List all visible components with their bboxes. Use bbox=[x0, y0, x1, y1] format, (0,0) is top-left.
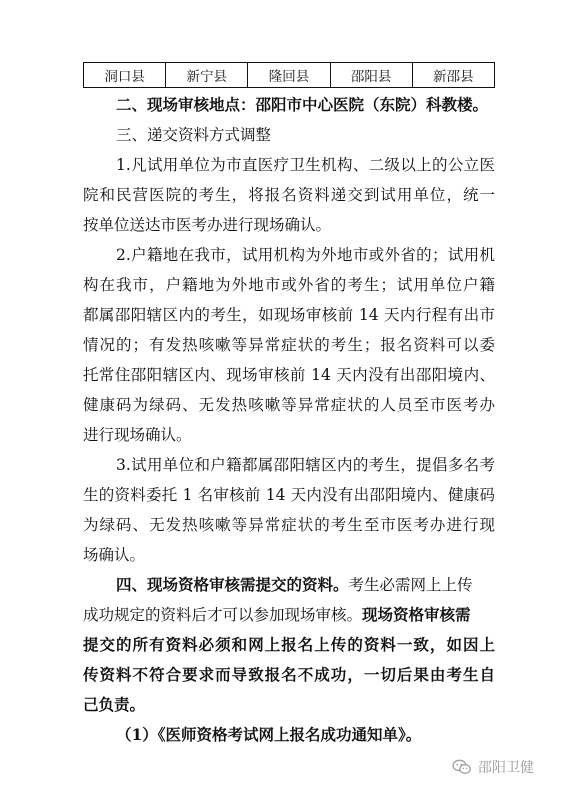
watermark bbox=[452, 757, 534, 777]
section-2-heading bbox=[116, 90, 495, 120]
section-4-line-2 bbox=[83, 600, 495, 630]
paragraph-line: 构在我市，户籍地为外地市或外省的考生；试用单位户籍 bbox=[83, 276, 495, 294]
section-3-heading: 三、递交资料方式调整 bbox=[116, 126, 272, 144]
table-cell: 新宁县 bbox=[166, 63, 248, 88]
paragraph-line: 场确认。 bbox=[83, 546, 146, 564]
paragraph-line: 1.凡试用单位为市直医疗卫生机构、二级以上的公立医 bbox=[116, 156, 495, 174]
list-item: （1）《医师资格考试网上报名成功通知单》。 bbox=[116, 725, 422, 744]
paragraph-line: 2.户籍地在我市，试用机构为外地市或外省的；试用机 bbox=[116, 246, 495, 264]
wechat-icon bbox=[452, 759, 472, 775]
table-cell: 新邵县 bbox=[412, 63, 494, 88]
paragraph-line: 为绿码、无发热咳嗽等异常症状的考生至市医考办进行现 bbox=[83, 516, 495, 534]
section-4-bold-text: 现场资格审核需 bbox=[362, 605, 471, 624]
section-4-heading: 四、现场资格审核需提交的资料。 bbox=[116, 575, 349, 594]
paragraph-line: 提交的所有资料必须和网上报名上传的资料一致，如因上 bbox=[83, 635, 495, 654]
table-cell: 邵阳县 bbox=[330, 63, 412, 88]
paragraph-line: 情况的；有发热咳嗽等异常症状的考生；报名资料可以委 bbox=[83, 336, 495, 354]
county-table bbox=[83, 62, 495, 88]
paragraph-line: 托常住邵阳辖区内、现场审核前 14 天内没有出邵阳境内、 bbox=[83, 366, 495, 384]
section-4-text: 成功规定的资料后才可以参加现场审核。 bbox=[83, 606, 363, 624]
paragraph-line: 都属邵阳辖区内的考生，如现场审核前 14 天内行程有出市 bbox=[83, 306, 495, 324]
paragraph-line: 院和民营医院的考生，将报名资料递交到试用单位，统一 bbox=[83, 186, 495, 204]
paragraph-line: 己负责。 bbox=[83, 695, 146, 714]
section-2-location: 邵阳市中心医院（东院）科教楼。 bbox=[255, 95, 489, 114]
paragraph-line: 3.试用单位和户籍都属邵阳辖区内的考生，提倡多名考 bbox=[116, 456, 495, 474]
table-cell: 隆回县 bbox=[248, 63, 330, 88]
paragraph-line: 健康码为绿码、无发热咳嗽等异常症状的人员至市医考办 bbox=[83, 396, 495, 414]
paragraph-line: 传资料不符合要求而导致报名不成功，一切后果由考生自 bbox=[83, 665, 495, 684]
section-2-label: 二、现场审核地点： bbox=[116, 95, 256, 114]
section-4-text: 考生必需网上上传 bbox=[348, 576, 473, 594]
watermark-label: 邵阳卫健 bbox=[478, 760, 534, 776]
paragraph-line: 按单位送达市医考办进行现场确认。 bbox=[83, 216, 332, 234]
section-4-line-1 bbox=[116, 570, 495, 600]
table-row bbox=[84, 63, 495, 88]
paragraph-line: 生的资料委托 1 名审核前 14 天内没有出邵阳境内、健康码 bbox=[83, 486, 495, 504]
table-cell: 洞口县 bbox=[84, 63, 166, 88]
paragraph-line: 进行现场确认。 bbox=[83, 426, 192, 444]
